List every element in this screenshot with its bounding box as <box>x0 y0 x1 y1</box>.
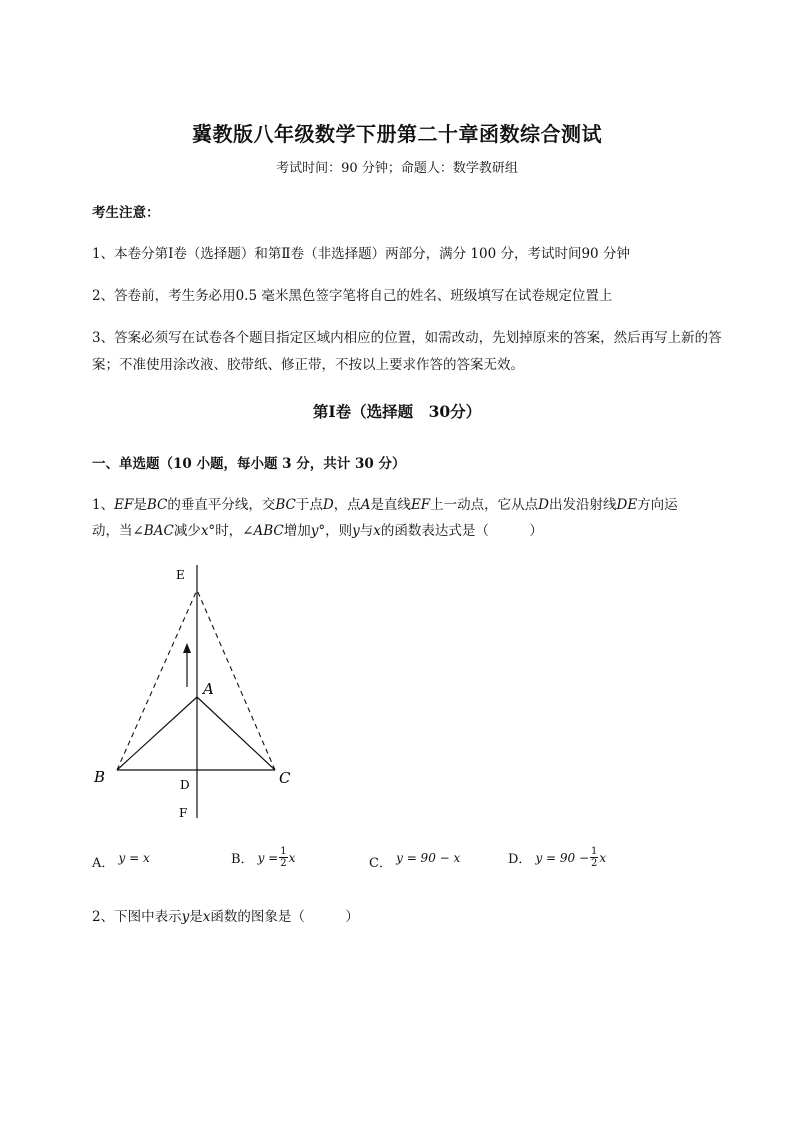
line-ef: EF <box>114 497 134 513</box>
section-title: 一、单选题（10 小题，每小题 3 分，共计 30 分） <box>92 456 406 472</box>
question-1-line-2 <box>92 519 543 539</box>
text: 是 <box>189 909 203 925</box>
text: 增加 <box>283 523 311 539</box>
text: 上一动点，它从点 <box>430 497 539 513</box>
angle-bac: ∠BAC <box>132 523 174 539</box>
option-variable: x <box>288 850 296 865</box>
point-a: A <box>360 497 371 513</box>
point-d: D <box>538 497 549 513</box>
var-y: y <box>352 523 360 539</box>
option-variable: x <box>599 850 607 865</box>
option-expression: y = <box>257 850 279 865</box>
dashed-segment-be <box>117 590 197 770</box>
text: 的函数表达式是（ ） <box>380 523 543 539</box>
question-number: 1、 <box>92 497 115 513</box>
notice-heading: 考生注意： <box>92 205 160 221</box>
text: 是 <box>133 497 147 513</box>
point-d: D <box>322 497 334 513</box>
option-label: A． <box>92 856 115 871</box>
text: 下图中表示 <box>114 909 182 925</box>
angle-abc: ∠ABC <box>242 523 284 539</box>
fraction <box>590 846 598 869</box>
label-b: B <box>94 768 106 786</box>
line-ef: EF <box>410 497 431 513</box>
fraction <box>279 846 287 869</box>
text: 函数的图象是（ ） <box>210 909 359 925</box>
text: 于点 <box>295 497 323 513</box>
question-2 <box>92 905 359 925</box>
text: 的垂直平分线，交 <box>167 497 276 513</box>
var-x: x <box>202 909 211 925</box>
notice-item-1: 1、本卷分第Ⅰ卷（选择题）和第Ⅱ卷（非选择题）两部分，满分 100 分，考试时间90 分钟 <box>92 246 630 262</box>
text: 减少 <box>173 523 201 539</box>
geometry-figure <box>80 555 320 825</box>
option-b[interactable] <box>231 846 295 869</box>
notice-item-2: 2、答卷前，考生务必用0.5 毫米黑色签字笔将自己的姓名、班级填写在试卷规定位置上 <box>92 288 613 304</box>
segment-bc: BC <box>146 497 168 513</box>
numerator: 1 <box>280 846 287 857</box>
segment-bc: BC <box>275 497 296 513</box>
text: 出发沿射线 <box>549 497 617 513</box>
denominator: 2 <box>591 858 598 869</box>
var-x-degree: x° <box>200 523 216 539</box>
var-y: y <box>181 909 190 925</box>
var-x: x <box>373 523 381 539</box>
notice-item-3: 3、答案必须写在试卷各个题目指定区域内相应的位置，如需改动，先划掉原来的答案，然后再写上新的答案；不准使用涂改液、胶带纸、修正带，不按以上要求作答的答案无效。 <box>92 330 722 373</box>
label-e: E <box>176 568 185 582</box>
text: ，点 <box>333 497 361 513</box>
denominator: 2 <box>280 858 287 869</box>
text: 动，当 <box>92 523 133 539</box>
option-a[interactable] <box>92 852 150 871</box>
label-d: D <box>180 778 190 792</box>
segment-ac <box>197 697 275 770</box>
label-c: C <box>279 769 291 787</box>
option-expression: y = 90 − x <box>396 851 461 865</box>
label-f: F <box>179 806 188 820</box>
label-a: A <box>203 680 214 698</box>
ray-de: DE <box>616 497 638 513</box>
text: 时， <box>215 523 243 539</box>
question-number: 2、 <box>92 909 115 925</box>
option-c[interactable] <box>369 852 460 871</box>
option-expression: y = x <box>118 851 150 865</box>
part1-title: 第Ⅰ卷（选择题 30分） <box>312 402 482 421</box>
option-label: B． <box>231 852 254 867</box>
option-expression: y = 90 − <box>535 850 590 865</box>
text: 方向运 <box>637 497 678 513</box>
numerator: 1 <box>591 846 598 857</box>
arrow-head-icon <box>183 643 191 653</box>
text: ，则 <box>325 523 353 539</box>
page-title: 冀教版八年级数学下册第二十章函数综合测试 <box>192 122 602 146</box>
option-label: D． <box>508 852 532 867</box>
var-y-degree: y° <box>310 523 326 539</box>
exam-subtitle: 考试时间：90 分钟；命题人：数学教研组 <box>276 161 518 176</box>
text: 与 <box>359 523 374 539</box>
text: 是直线 <box>370 497 411 513</box>
option-label: C． <box>369 856 392 871</box>
option-d[interactable] <box>508 846 606 869</box>
question-1-line-1 <box>92 493 678 513</box>
segment-ab <box>117 697 197 770</box>
